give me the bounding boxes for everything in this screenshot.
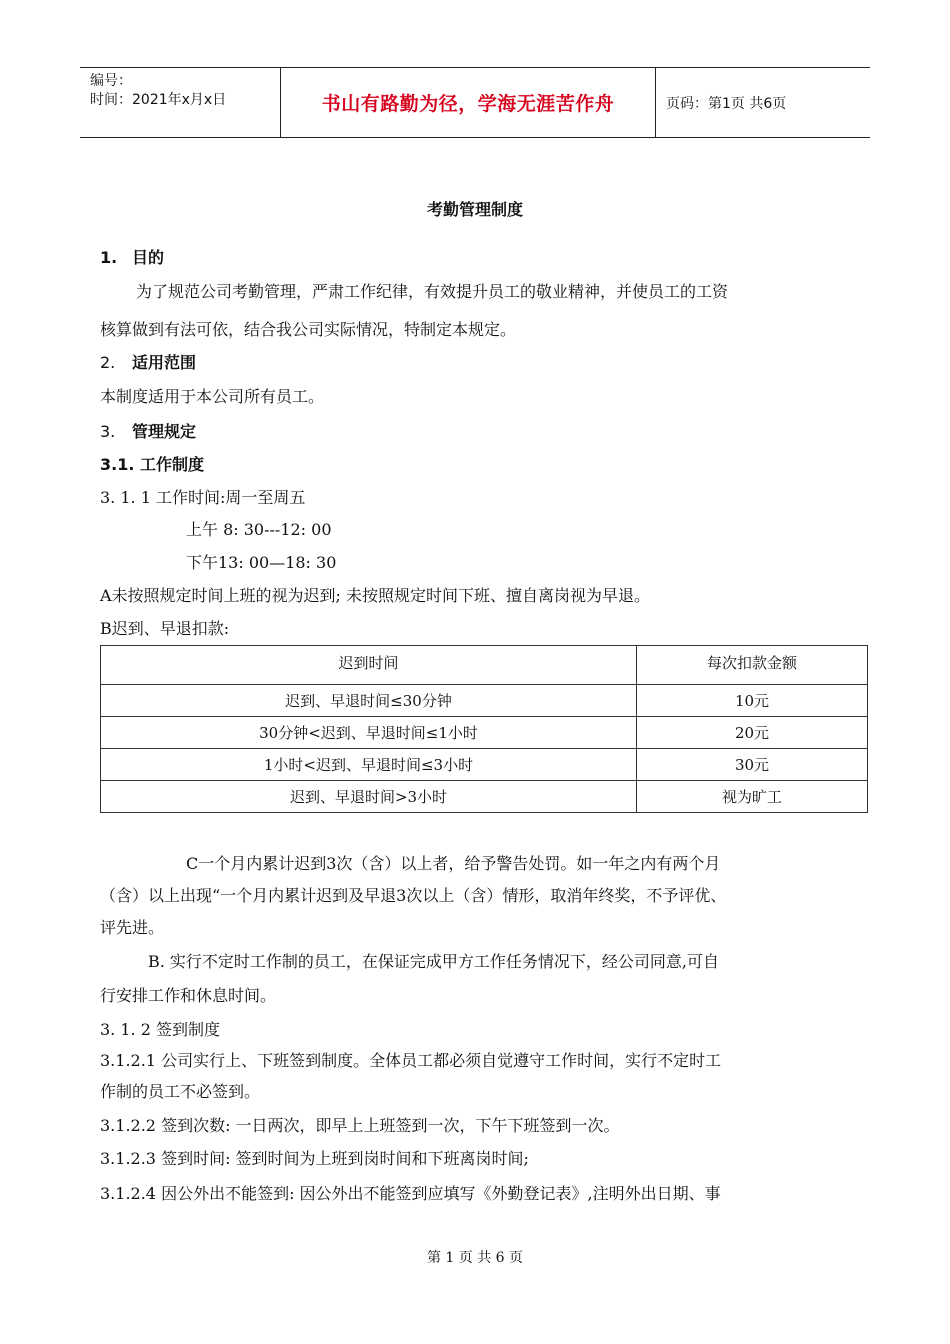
header-motto: 书山有路勤为径，学海无涯苦作舟 [281,68,656,137]
section-2-paragraph: 本制度适用于本公司所有员工。 [100,387,325,406]
section-3-1-heading: 3.1. 工作制度 [100,455,204,474]
section-3-1-2-heading: 3. 1. 2 签到制度 [100,1020,220,1039]
section-2-title: 适用范围 [132,353,197,372]
table-header-row [101,646,868,685]
table-cell-late-time: 30分钟<迟到、早退时间≤1小时 [101,717,637,749]
rule-c-line-1: C一个月内累计迟到3次（含）以上者，给予警告处罚。如一年之内有两个月 [186,854,721,873]
rule-b2-line-2: 行安排工作和休息时间。 [100,986,277,1005]
header-number-label: 编号： [90,73,132,89]
rule-c-line-3: 评先进。 [100,918,165,937]
afternoon-hours: 下午13: 00—18: 30 [186,553,337,572]
rule-b2-line-1: B. 实行不定时工作制的员工，在保证完成甲方工作任务情况下，经公司同意,可自 [148,952,720,971]
table-header-fine-amount: 每次扣款金额 [637,646,868,685]
section-1-number: 1. [100,248,118,267]
section-3-heading [100,419,196,442]
section-1-title: 目的 [132,248,165,267]
section-2-number: 2. [100,353,116,372]
morning-hours: 上午 8: 30---12: 00 [186,520,332,539]
table-cell-fine-amount: 10元 [637,685,868,717]
page-header [80,67,870,138]
table-row [101,685,868,717]
section-3-number: 3. [100,422,116,441]
fines-table [100,645,868,813]
table-row [101,749,868,781]
header-page-info: 页码：第1页 共6页 [666,95,787,112]
table-row [101,717,868,749]
table-cell-late-time: 迟到、早退时间>3小时 [101,781,637,813]
header-date-label: 时间：2021年x月x日 [90,92,227,108]
rule-b: B迟到、早退扣款: [100,619,230,638]
table-row [101,781,868,813]
section-3-1-2-4: 3.1.2.4 因公外出不能签到: 因公外出不能签到应填写《外勤登记表》,注明外出日期、事 [100,1184,721,1203]
section-3-1-2-1-line-2: 作制的员工不必签到。 [100,1082,261,1101]
section-2-heading [100,350,196,373]
rule-c-line-2: （含）以上出现“一个月内累计迟到及早退3次以上（含）情形，取消年终奖，不予评优、 [100,886,727,905]
section-3-1-1-text: 3. 1. 1 工作时间:周一至周五 [100,488,306,507]
table-cell-fine-amount: 30元 [637,749,868,781]
section-3-1-2-2: 3.1.2.2 签到次数: 一日两次，即早上上班签到一次，下午下班签到一次。 [100,1116,620,1135]
header-meta [80,68,281,137]
section-3-title: 管理规定 [132,422,197,441]
section-1-heading [100,245,164,268]
page-footer: 第 1 页 共 6 页 [426,1250,524,1266]
table-cell-late-time: 1小时<迟到、早退时间≤3小时 [101,749,637,781]
table-cell-fine-amount: 20元 [637,717,868,749]
table-header-late-time: 迟到时间 [101,646,637,685]
section-1-paragraph-line-2: 核算做到有法可依，结合我公司实际情况，特制定本规定。 [100,320,517,339]
table-cell-late-time: 迟到、早退时间≤30分钟 [101,685,637,717]
section-1-paragraph-line-1: 为了规范公司考勤管理，严肃工作纪律，有效提升员工的敬业精神，并使员工的工资 [136,282,729,301]
rule-a: A未按照规定时间上班的视为迟到; 未按照规定时间下班、擅自离岗视为早退。 [100,586,651,605]
table-cell-fine-amount: 视为旷工 [637,781,868,813]
section-3-1-2-3: 3.1.2.3 签到时间: 签到时间为上班到岗时间和下班离岗时间; [100,1149,529,1168]
document-title: 考勤管理制度 [426,200,523,219]
section-3-1-2-1-line-1: 3.1.2.1 公司实行上、下班签到制度。全体员工都必须自觉遵守工作时间，实行不定时工 [100,1051,722,1070]
